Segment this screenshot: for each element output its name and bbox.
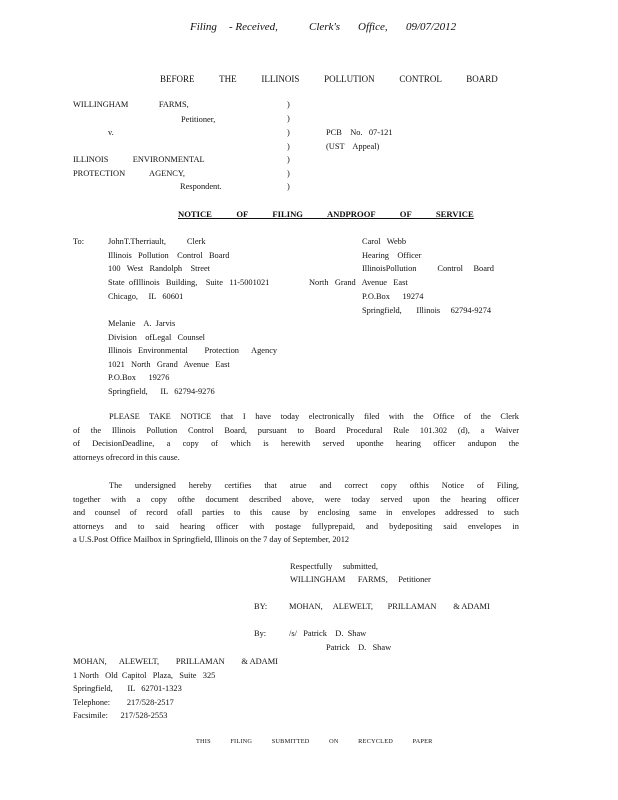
caption-paren: ) [287, 155, 290, 164]
header-received: - Received, [229, 21, 278, 33]
notice-paragraph [73, 410, 519, 464]
firm-line: 1 North Old Capitol Plaza, Suite 325 [73, 671, 216, 680]
paragraph-line: of the Illinois Pollution Control Board, pursuant to Board Procedural Rule 101.302 (d), a Waiver [73, 425, 519, 435]
paragraph-line: attorneys ofrecord in this cause. [73, 452, 180, 462]
paragraph-line: and counsel of record ofall parties to this cause by enclosing same in envelopes addressed to such [73, 508, 519, 518]
court-title: BEFORE THE ILLINOIS POLLUTION CONTROL BOARD [160, 74, 498, 84]
header-date: 09/07/2012 [406, 21, 457, 33]
recipient-line: Chicago, IL 60601 [108, 292, 184, 301]
caption-paren: ) [287, 114, 290, 123]
respectfully-submitted: Respectfully submitted, [290, 562, 378, 571]
caption-paren: ) [287, 100, 290, 109]
respondent-role: Respondent. [180, 182, 222, 191]
header-office: Office, [358, 21, 388, 33]
by-label-2: By: [254, 629, 267, 638]
recipient-line: Division ofLegal Counsel [108, 333, 205, 342]
recycled-paper-footer: THIS FILING SUBMITTED ON RECYCLED PAPER [196, 738, 433, 745]
petitioner-name: WILLINGHAM FARMS, [73, 100, 189, 109]
caption-paren: ) [287, 128, 290, 137]
firm-line: Facsimile: 217/528-2553 [73, 711, 168, 720]
caption-paren: ) [287, 169, 290, 178]
header-filing: Filing [190, 21, 217, 33]
recipient-line: Carol Webb [362, 237, 407, 246]
header-clerks: Clerk's [309, 21, 341, 33]
recipient-line: State ofIllinois Building, Suite 11-5001021 [108, 278, 270, 287]
caption-paren: ) [287, 142, 290, 151]
paragraph-line: PLEASE TAKE NOTICE that I have today electronically filed with the Office of the Clerk [109, 412, 519, 421]
signer-name: Patrick D. Shaw [326, 643, 392, 652]
paragraph-line: attorneys and to said hearing officer with postage fullyprepaid, and bydepositing said envelopes in [73, 521, 519, 531]
recipient-line: Melanie A. Jarvis [108, 319, 176, 328]
by-label: BY: [254, 602, 268, 611]
recipient-line: Springfield, IL 62794-9276 [108, 387, 215, 396]
recipient-line: Hearing Officer [362, 251, 422, 260]
recipient-line: 100 West Randolph Street [108, 264, 210, 273]
recipient-line: P.O.Box 19274 [362, 292, 424, 301]
recipient-line: Illinois Environmental Protection Agency [108, 346, 278, 355]
case-number: PCB No. 07-121 [326, 128, 393, 137]
firm-line: MOHAN, ALEWELT, PRILLAMAN & ADAMI [73, 657, 278, 666]
paragraph-line: a U.S.Post Office Mailbox in Springfield, Illinois on the 7 day of September, 2012 [73, 535, 350, 545]
caption-paren: ) [287, 182, 290, 191]
signature-client: WILLINGHAM FARMS, Petitioner [290, 575, 431, 584]
recipient-line: Springfield, Illinois 62794-9274 [362, 306, 492, 315]
respondent-name-2: PROTECTION AGENCY, [73, 169, 185, 178]
recipient-line: Illinois Pollution Control Board [108, 251, 230, 260]
petitioner-role: Petitioner, [181, 115, 216, 124]
paragraph-line: together with a copy ofthe document described above, were today served upon the hearing officer [73, 494, 519, 504]
recipient-line: 1021 North Grand Avenue East [108, 360, 230, 369]
firm-line: Telephone: 217/528-2517 [73, 698, 174, 707]
respondent-name-1: ILLINOIS ENVIRONMENTAL [73, 155, 205, 164]
paragraph-line: The undersigned hereby certifies that atrue and correct copy ofthis Notice of Filing, [109, 481, 519, 490]
notice-title: NOTICE OF FILING ANDPROOF OF SERVICE [178, 209, 474, 219]
case-type: (UST Appeal) [326, 142, 380, 151]
firm-line: Springfield, IL 62701-1323 [73, 684, 182, 693]
paragraph-line: of DecisionDeadline, a copy of which is herewith served uponthe hearing officer andupon the [73, 439, 519, 449]
recipient-line: IllinoisPollution Control Board [362, 264, 494, 273]
recipient-line: North Grand Avenue East [309, 278, 408, 287]
signature-firm: MOHAN, ALEWELT, PRILLAMAN & ADAMI [289, 602, 490, 611]
certification-paragraph [73, 479, 519, 547]
versus: v. [108, 128, 114, 137]
electronic-signature: /s/ Patrick D. Shaw [289, 629, 367, 638]
recipient-line: JohnT.Therriault, Clerk [108, 237, 206, 246]
recipient-line: P.O.Box 19276 [108, 373, 170, 382]
to-label: To: [73, 237, 85, 246]
